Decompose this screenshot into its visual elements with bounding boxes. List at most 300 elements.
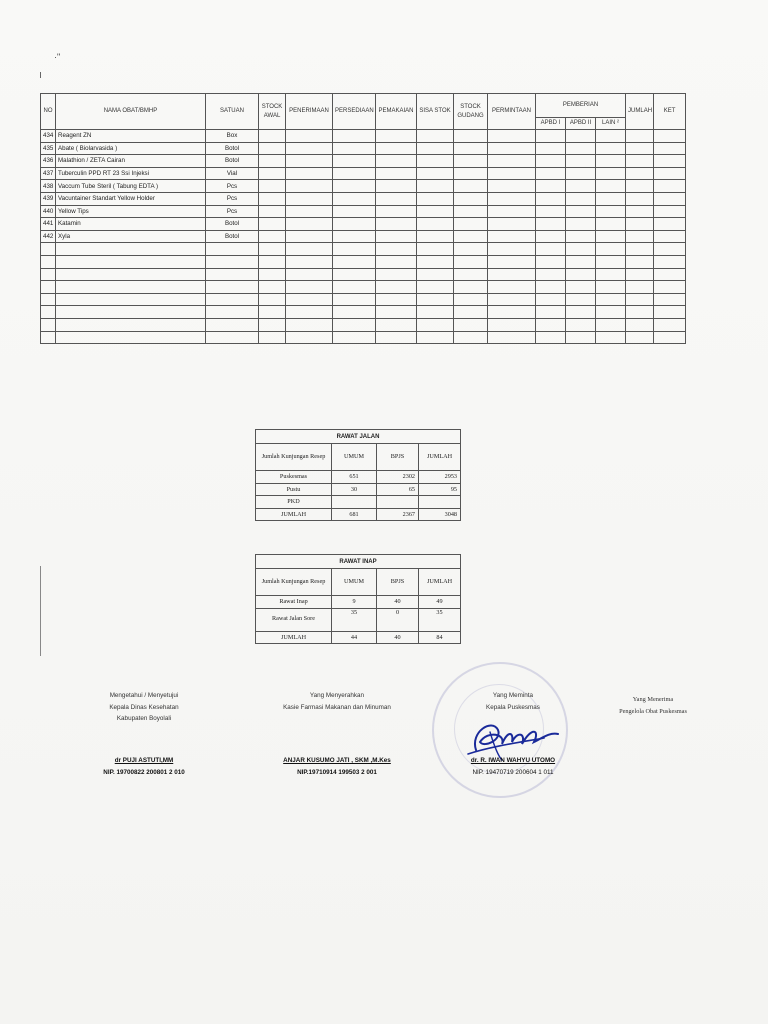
cell-empty [417,180,454,193]
table-row [41,205,686,218]
cell-empty [626,205,654,218]
cell-empty [536,318,566,331]
cell-empty [376,268,417,281]
cell-empty [454,293,488,306]
rawat-inap-title: RAWAT INAP [256,555,461,569]
cell-empty [286,142,333,155]
cell-empty [596,306,626,319]
margin-rule [40,566,41,656]
rawat-jalan-title: RAWAT JALAN [256,430,461,444]
cell-empty [536,167,566,180]
cell-empty [536,180,566,193]
cell-empty [566,255,596,268]
header-persediaan: PERSEDIAAN [333,94,376,130]
cell-empty [333,255,376,268]
cell-empty [596,155,626,168]
cell-empty [286,230,333,243]
cell-empty [454,306,488,319]
cell-umum: 651 [332,471,377,484]
cell-empty [333,142,376,155]
cell-satuan [206,293,259,306]
cell-empty [376,167,417,180]
header-stock-gudang: STOCK GUDANG [454,94,488,130]
cell-empty [454,255,488,268]
cell-empty [488,281,536,294]
cell-umum: 30 [332,483,377,496]
cell-empty [654,293,686,306]
cell-empty [654,268,686,281]
cell-no: 436 [41,155,56,168]
cell-empty [654,281,686,294]
cell-empty [333,293,376,306]
cell-empty [259,218,286,231]
cell-empty [536,268,566,281]
cell-empty [417,255,454,268]
cell-empty [596,218,626,231]
cell-nama [56,306,206,319]
cell-satuan: Vial [206,167,259,180]
cell-empty [259,130,286,143]
cell-empty [566,205,596,218]
rawat-jalan-header: UMUM [332,444,377,471]
cell-no [41,243,56,256]
cell-empty [417,155,454,168]
table-row [41,281,686,294]
cell-empty [376,180,417,193]
cell-empty [376,192,417,205]
cell-empty [654,218,686,231]
cell-empty [566,331,596,344]
sig-line: Yang Meminta [492,692,534,699]
cell-empty [454,281,488,294]
cell-empty [596,180,626,193]
cell-empty [596,331,626,344]
cell-empty [333,155,376,168]
cell-empty [417,230,454,243]
cell-empty [596,130,626,143]
cell-umum: 35 [332,608,377,631]
cell-empty [488,180,536,193]
cell-empty [417,306,454,319]
cell-no [41,318,56,331]
cell-empty [286,281,333,294]
cell-empty [626,281,654,294]
cell-empty [596,255,626,268]
cell-satuan [206,268,259,281]
cell-empty [596,293,626,306]
cell-jumlah: 35 [419,608,461,631]
cell-empty [626,230,654,243]
cell-empty [566,218,596,231]
cell-empty [417,142,454,155]
cell-empty [626,218,654,231]
cell-empty [654,155,686,168]
stock-table-body [41,130,686,344]
cell-empty [259,293,286,306]
sig-name: ANJAR KUSUMO JATI , SKM ,M.Kes [283,757,391,765]
cell-empty [417,218,454,231]
cell-empty [376,255,417,268]
cell-empty [286,130,333,143]
cell-empty [376,130,417,143]
cell-empty [596,205,626,218]
cell-nama [56,268,206,281]
cell-bpjs [377,496,419,509]
sig-line: Kabupaten Boyolali [116,715,172,723]
cell-empty [596,167,626,180]
cell-empty [376,218,417,231]
cell-empty [286,293,333,306]
cell-empty [417,205,454,218]
cell-empty [376,306,417,319]
rawat-inap-header: BPJS [377,569,419,596]
cell-empty [654,180,686,193]
cell-empty [596,281,626,294]
rawat-inap-header: Jumlah Kunjungan Resep [256,569,332,596]
header-apbd2: APBD II [566,118,596,130]
cell-empty [566,230,596,243]
cell-empty [488,155,536,168]
table-row [256,483,461,496]
cell-empty [596,268,626,281]
sig-line: Kepala Puskesmas [486,703,540,711]
cell-nama [56,331,206,344]
signature-block-kepala-puskesmas [448,690,578,779]
signature-block-pengelola-obat [598,694,708,717]
cell-empty [333,218,376,231]
cell-empty [286,318,333,331]
cell-empty [626,243,654,256]
cell-empty [536,155,566,168]
table-row [256,496,461,509]
row-label: Rawat Inap [256,596,332,609]
table-row [256,608,461,631]
cell-satuan [206,281,259,294]
cell-no [41,255,56,268]
cell-empty [454,142,488,155]
cell-empty [286,268,333,281]
rawat-jalan-header: JUMLAH [419,444,461,471]
cell-empty [376,155,417,168]
cell-empty [417,268,454,281]
header-jumlah: JUMLAH [626,94,654,130]
cell-empty [566,192,596,205]
cell-empty [259,205,286,218]
cell-empty [259,243,286,256]
table-row [41,167,686,180]
header-nama: NAMA OBAT/BMHP [56,94,206,130]
cell-empty [286,167,333,180]
cell-empty [417,192,454,205]
cell-empty [626,268,654,281]
table-row [41,255,686,268]
top-mark: ·" [54,52,61,62]
cell-no: 439 [41,192,56,205]
sig-line: Yang Menerima [632,696,674,703]
cell-empty [259,281,286,294]
cell-empty [417,318,454,331]
cell-empty [626,142,654,155]
cell-empty [333,167,376,180]
cell-empty [626,293,654,306]
cell-jumlah: 49 [419,596,461,609]
cell-empty [259,167,286,180]
sig-nip: NIP. 19700822 200801 2 010 [103,768,185,776]
cell-no: 435 [41,142,56,155]
cell-nama: Yellow Tips [56,205,206,218]
cell-empty [626,180,654,193]
header-apbd1: APBD I [536,118,566,130]
cell-empty [417,331,454,344]
cell-empty [654,255,686,268]
cell-empty [488,268,536,281]
cell-empty [333,180,376,193]
cell-empty [376,205,417,218]
cell-empty [536,306,566,319]
cell-empty [454,205,488,218]
table-row [256,596,461,609]
cell-empty [333,243,376,256]
sig-line: Kasie Farmasi Makanan dan Minuman [283,703,391,711]
cell-empty [488,142,536,155]
cell-empty [417,243,454,256]
cell-empty [454,130,488,143]
table-row [41,130,686,143]
cell-empty [259,192,286,205]
cell-jumlah [419,496,461,509]
header-stock-awal: STOCK AWAL [259,94,286,130]
cell-empty [566,318,596,331]
cell-empty [566,130,596,143]
rawat-inap-header: UMUM [332,569,377,596]
cell-empty [536,142,566,155]
cell-empty [286,243,333,256]
cell-empty [536,192,566,205]
cell-empty [536,218,566,231]
cell-empty [654,205,686,218]
cell-satuan [206,243,259,256]
header-no: NO [41,94,56,130]
cell-umum: 681 [332,508,377,521]
table-row [256,471,461,484]
cell-empty [488,130,536,143]
cell-bpjs: 40 [377,631,419,644]
cell-nama [56,293,206,306]
cell-bpjs: 0 [377,608,419,631]
cell-empty [626,155,654,168]
cell-no [41,293,56,306]
cell-no [41,268,56,281]
cell-empty [596,142,626,155]
cell-empty [566,167,596,180]
cell-empty [654,318,686,331]
cell-empty [626,331,654,344]
sig-line: Yang Menyerahkan [309,692,365,699]
cell-empty [654,331,686,344]
cell-nama [56,281,206,294]
cell-umum [332,496,377,509]
cell-empty [333,230,376,243]
cell-empty [286,192,333,205]
cell-empty [333,331,376,344]
table-row [41,293,686,306]
rawat-inap-table [255,554,461,644]
cell-empty [626,167,654,180]
cell-empty [536,281,566,294]
cell-jumlah: 95 [419,483,461,496]
table-row [41,268,686,281]
cell-umum: 9 [332,596,377,609]
cell-empty [488,243,536,256]
cell-empty [286,218,333,231]
cell-empty [626,192,654,205]
cell-empty [259,230,286,243]
cell-empty [259,142,286,155]
cell-empty [536,243,566,256]
row-label: JUMLAH [256,631,332,644]
table-row [256,508,461,521]
cell-empty [596,192,626,205]
cell-empty [286,205,333,218]
sig-line: Pengelola Obat Puskesmas [619,707,687,715]
cell-empty [286,331,333,344]
cell-empty [454,243,488,256]
header-ket: KET [654,94,686,130]
rawat-jalan-header: BPJS [377,444,419,471]
table-row [41,230,686,243]
cell-empty [566,155,596,168]
cell-empty [333,306,376,319]
cell-satuan: Botol [206,155,259,168]
cell-empty [417,167,454,180]
cell-empty [654,167,686,180]
cell-bpjs: 2367 [377,508,419,521]
table-row [41,180,686,193]
cell-empty [417,293,454,306]
cell-empty [654,130,686,143]
margin-tick [40,72,41,78]
sig-name: dr. R. IWAN WAHYU UTOMO [470,757,556,765]
cell-no [41,281,56,294]
cell-empty [566,306,596,319]
cell-empty [536,230,566,243]
cell-empty [376,331,417,344]
cell-nama: Vacuntainer Standart Yellow Holder [56,192,206,205]
cell-empty [654,230,686,243]
cell-empty [566,142,596,155]
header-permintaan: PERMINTAAN [488,94,536,130]
cell-empty [333,192,376,205]
cell-nama: Xyla [56,230,206,243]
cell-no: 434 [41,130,56,143]
cell-nama [56,318,206,331]
cell-empty [488,218,536,231]
rawat-inap-header: JUMLAH [419,569,461,596]
cell-empty [376,281,417,294]
cell-empty [286,306,333,319]
cell-satuan [206,306,259,319]
cell-no [41,331,56,344]
cell-empty [488,230,536,243]
cell-empty [566,281,596,294]
cell-empty [259,306,286,319]
cell-empty [286,180,333,193]
cell-empty [376,142,417,155]
table-row [41,218,686,231]
cell-empty [259,155,286,168]
cell-no: 440 [41,205,56,218]
signature-block-kepala-dinas [74,690,214,778]
cell-empty [488,255,536,268]
sig-nip: NIP. 19470719 200604 1 011 [472,768,554,776]
row-label: Rawat Jalan Sore [256,608,332,631]
cell-satuan: Botol [206,218,259,231]
cell-empty [654,243,686,256]
cell-nama [56,243,206,256]
cell-nama: Katamin [56,218,206,231]
cell-empty [626,255,654,268]
table-row [256,631,461,644]
cell-empty [454,155,488,168]
cell-jumlah: 84 [419,631,461,644]
cell-empty [536,331,566,344]
cell-empty [454,192,488,205]
cell-nama [56,255,206,268]
cell-no [41,306,56,319]
cell-empty [626,130,654,143]
sig-name: dr PUJI ASTUTI,MM [114,756,174,764]
cell-empty [417,281,454,294]
table-row [41,155,686,168]
row-label: JUMLAH [256,508,332,521]
cell-no: 441 [41,218,56,231]
rawat-jalan-table [255,429,461,521]
cell-empty [259,268,286,281]
table-row [41,331,686,344]
cell-empty [333,268,376,281]
table-row [41,318,686,331]
cell-empty [626,306,654,319]
cell-nama: Tuberculin PPD RT 23 Ssi Injeksi [56,167,206,180]
cell-empty [596,243,626,256]
cell-empty [259,331,286,344]
sig-line: Mengetahui / Menyetujui [109,692,179,699]
cell-empty [488,318,536,331]
cell-empty [566,293,596,306]
header-pemakaian: PEMAKAIAN [376,94,417,130]
cell-bpjs: 65 [377,483,419,496]
cell-empty [454,331,488,344]
cell-no: 438 [41,180,56,193]
header-sisa-stok: SISA STOK [417,94,454,130]
cell-empty [454,318,488,331]
cell-empty [488,205,536,218]
cell-nama: Vaccum Tube Steril ( Tabung EDTA ) [56,180,206,193]
table-row [41,306,686,319]
cell-empty [654,306,686,319]
cell-empty [596,318,626,331]
cell-satuan: Pcs [206,180,259,193]
header-lain: LAIN ² [596,118,626,130]
cell-bpjs: 40 [377,596,419,609]
cell-empty [654,142,686,155]
cell-empty [488,306,536,319]
cell-empty [333,318,376,331]
cell-empty [566,268,596,281]
cell-empty [417,130,454,143]
cell-satuan: Botol [206,230,259,243]
cell-empty [259,255,286,268]
